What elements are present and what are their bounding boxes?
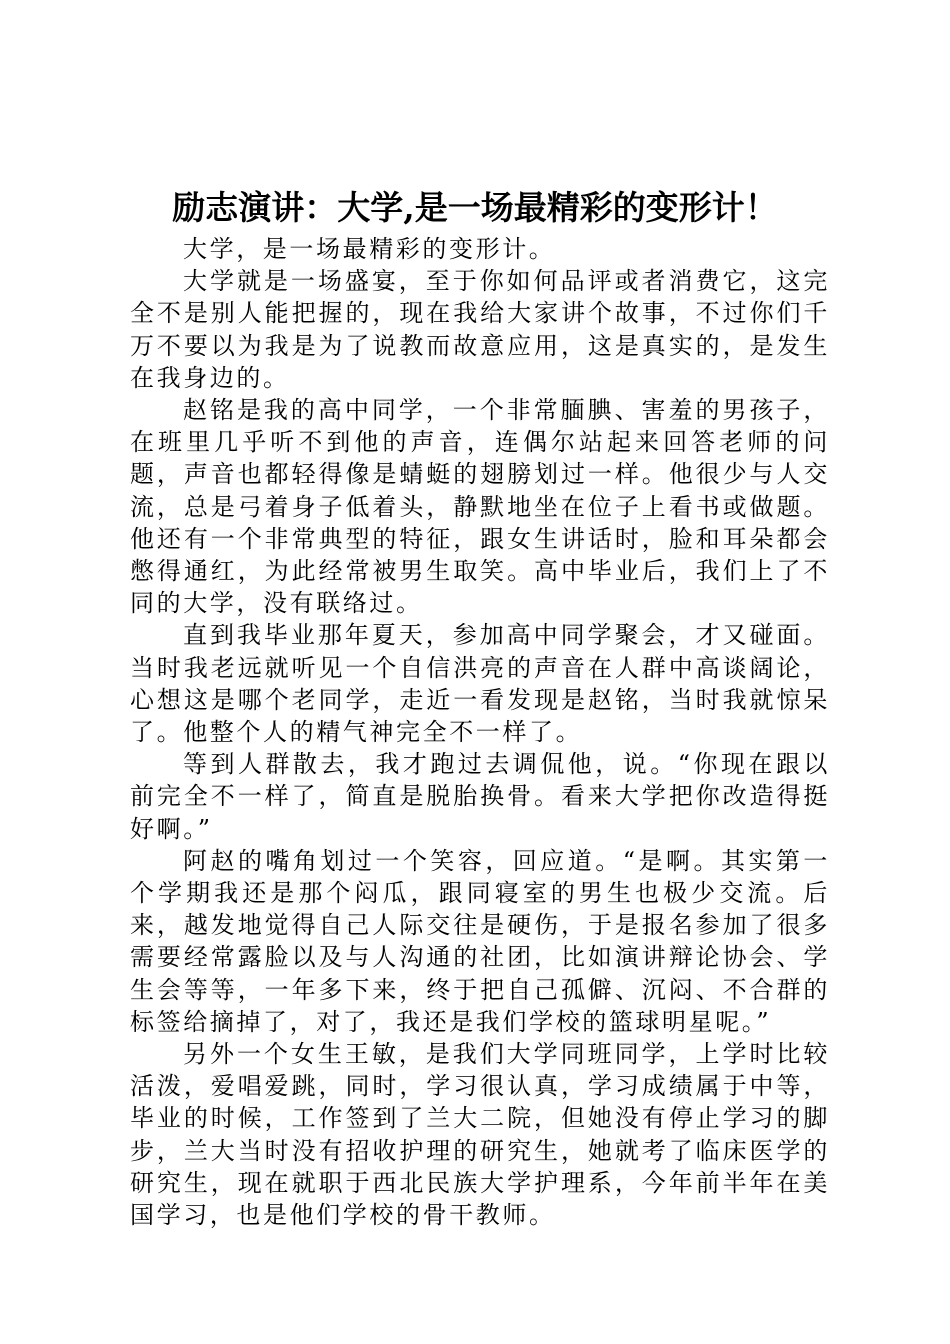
paragraph-3: 赵铭是我的高中同学，一个非常腼腆、害羞的男孩子，在班里几乎听不到他的声音，连偶尔站起来回答老师的问题，声音也都轻得像是蜻蜓的翅膀划过一样。他很少与人交流，总是弓着身子低着头，静默地坐在位子上看书或做题。他还有一个非常典型的特征，跟女生讲话时，脸和耳朵都会憋得通红，为此经常被男生取笑。高中毕业后，我们上了不同的大学，没有联络过。: [130, 396, 830, 618]
paragraph-4: 直到我毕业那年夏天，参加高中同学聚会，才又碰面。当时我老远就听见一个自信洪亮的声音在人群中高谈阔论，心想这是哪个老同学，走近一看发现是赵铭，当时我就惊呆了。他整个人的精气神完全不一样了。: [130, 621, 830, 747]
paragraph-6: 阿赵的嘴角划过一个笑容，回应道。“是啊。其实第一个学期我还是那个闷瓜，跟同寝室的男生也极少交流。后来，越发地觉得自己人际交往是硬伤，于是报名参加了很多需要经常露脸以及与人沟通的社团，比如演讲辩论协会、学生会等等，一年多下来，终于把自己孤僻、沉闷、不合群的标签给摘掉了，对了，我还是我们学校的篮球明星呢。”: [130, 846, 830, 1036]
paragraph-1: 大学，是一场最精彩的变形计。: [183, 235, 556, 263]
page-title: 励志演讲：大学,是一场最精彩的变形计！: [172, 188, 778, 227]
paragraph-5: 等到人群散去，我才跑过去调侃他，说。“你现在跟以前完全不一样了，简直是脱胎换骨。看来大学把你改造得挺好啊。”: [130, 750, 830, 843]
paragraph-7: 另外一个女生王敏，是我们大学同班同学，上学时比较活泼，爱唱爱跳，同时，学习很认真，学习成绩属于中等，毕业的时候，工作签到了兰大二院，但她没有停止学习的脚步，兰大当时没有招收护理的研究生，她就考了临床医学的研究生，现在就职于西北民族大学护理系，今年前半年在美国学习，也是他们学校的骨干教师。: [130, 1040, 830, 1230]
paragraph-2: 大学就是一场盛宴，至于你如何品评或者消费它，这完全不是别人能把握的，现在我给大家讲个故事，不过你们千万不要以为我是为了说教而故意应用，这是真实的，是发生在我身边的。: [130, 267, 830, 392]
article-body: [130, 233, 830, 1231]
